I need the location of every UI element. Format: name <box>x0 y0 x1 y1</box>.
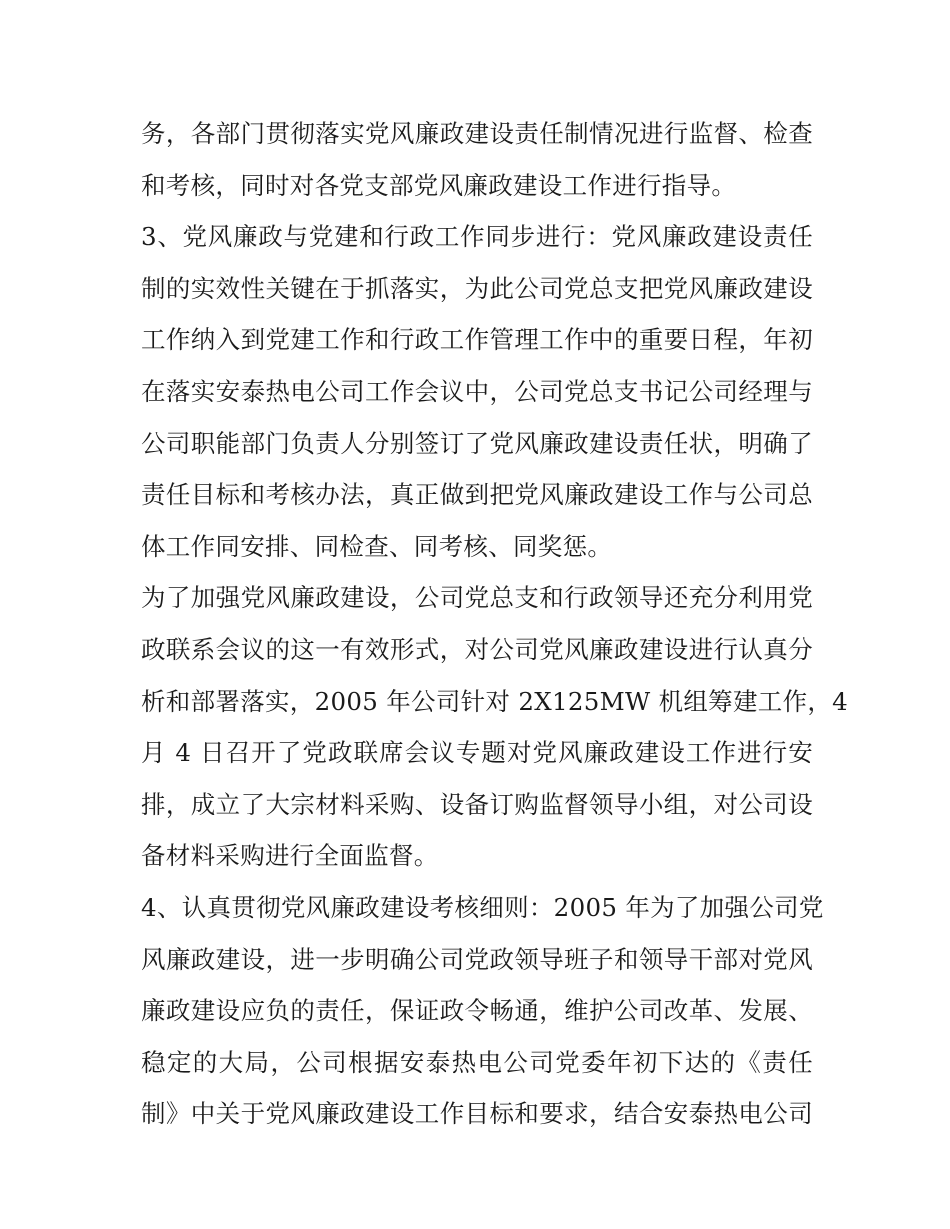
text-line: 3、党风廉政与党建和行政工作同步进行：党风廉政建设责任 <box>141 222 813 252</box>
text-line: 责任目标和考核办法，真正做到把党风廉政建设工作与公司总 <box>141 480 813 510</box>
text-line: 备材料采购进行全面监督。 <box>141 841 439 871</box>
text-line: 风廉政建设，进一步明确公司党政领导班子和领导干部对党风 <box>141 944 813 974</box>
paragraph-2 <box>141 211 813 572</box>
text-line: 廉政建设应负的责任，保证政令畅通，维护公司改革、发展、 <box>141 996 813 1026</box>
text-line: 排，成立了大宗材料采购、设备订购监督领导小组，对公司设 <box>141 789 813 819</box>
text-line: 务，各部门贯彻落实党风廉政建设责任制情况进行监督、检查 <box>141 119 813 148</box>
text-line: 体工作同安排、同检查、同考核、同奖惩。 <box>141 531 613 561</box>
paragraph-4 <box>141 882 824 1140</box>
text-line: 月 4 日召开了党政联席会议专题对党风廉政建设工作进行安 <box>141 738 813 768</box>
text-line: 4、认真贯彻党风廉政建设考核细则：2005 年为了加强公司党 <box>141 892 824 922</box>
paragraph-1 <box>141 108 813 211</box>
text-line: 制的实效性关键在于抓落实，为此公司党总支把党风廉政建设 <box>141 273 813 303</box>
text-line: 工作纳入到党建工作和行政工作管理工作中的重要日程，年初 <box>141 325 813 355</box>
text-line: 政联系会议的这一有效形式，对公司党风廉政建设进行认真分 <box>141 634 813 664</box>
text-line: 制》中关于党风廉政建设工作目标和要求，结合安泰热电公司 <box>141 1099 813 1129</box>
text-line: 和考核，同时对各党支部党风廉政建设工作进行指导。 <box>141 170 737 200</box>
text-line: 析和部署落实，2005 年公司针对 2X125MW 机组筹建工作，4 <box>141 686 849 716</box>
text-line: 为了加强党风廉政建设，公司党总支和行政领导还充分利用党 <box>141 583 813 613</box>
text-line: 在落实安泰热电公司工作会议中，公司党总支书记公司经理与 <box>141 376 813 406</box>
text-line: 公司职能部门负责人分别签订了党风廉政建设责任状，明确了 <box>141 428 813 458</box>
text-line: 稳定的大局，公司根据安泰热电公司党委年初下达的《责任 <box>141 1047 813 1077</box>
paragraph-3 <box>141 572 849 882</box>
document-page <box>141 108 849 1140</box>
